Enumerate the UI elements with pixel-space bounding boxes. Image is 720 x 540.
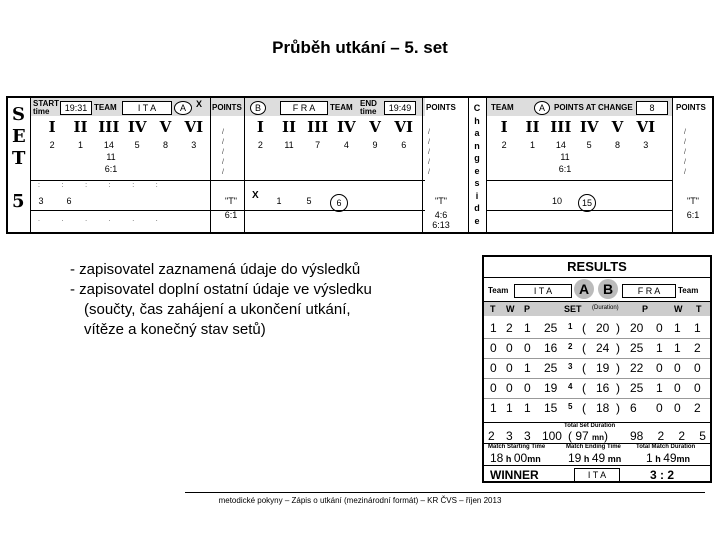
serve-number-circled: 6 <box>330 194 348 212</box>
time-out-score: 4:6 <box>434 210 448 220</box>
x-mark: X <box>196 99 203 109</box>
team-a-cell: 2 <box>506 321 513 335</box>
team-b-letter: B <box>598 279 618 299</box>
start-hour: 18 <box>490 451 504 465</box>
start-time-label: START time <box>33 99 60 116</box>
col-head: W <box>674 304 683 314</box>
time-out-score: 6:1 <box>224 210 238 220</box>
final-score: 3 : 2 <box>650 468 675 482</box>
position-vi: VI <box>636 118 656 136</box>
set-number: 5 <box>568 402 573 411</box>
set-scoresheet: S E T 5 START time 19:31 TEAM I T A A X I II III IV V VI 2 1 14 5 8 3 11 6:1 : : : : : : 3 6 . . . . . . POINTS / / / / / "T" 6:1 B F R A TEAM END time 19:49 X I II III IV V VI 2 11 7 4 9 6 1 5 6 POINTS / / / / / "T" 4:6 6:13 C h a n g e s i d e TEAM A POINTS AT CHANGE 8 I II III IV V VI 2 1 14 5 8 3 11 6:1 10 15 POINTS / / / / / "T" 6:1 <box>6 96 714 234</box>
set-number: 1 <box>568 322 573 331</box>
team-b-cell: 22 <box>630 361 644 375</box>
player-number: 1 <box>77 140 83 150</box>
page-title: Průběh utkání – 5. set <box>272 38 448 57</box>
team-b-cell: 2 <box>694 341 701 355</box>
team-label: Team <box>488 286 509 295</box>
team-a-cell: 25 <box>544 361 558 375</box>
team-b-cell: 0 <box>656 321 663 335</box>
footer-note: metodické pokyny – Zápis o utkání (mezinárodní formát) – KR ČVS – říjen 2013 <box>218 496 502 505</box>
team-b-cell: 25 <box>630 341 644 355</box>
serve-number: 5 <box>306 196 312 206</box>
team-a-cell: 0 <box>490 341 497 355</box>
winner-team: I T A <box>574 468 620 482</box>
time-out-mark: "T" <box>435 196 447 206</box>
player-number: 11 <box>284 140 294 150</box>
team-a-cell: 1 <box>506 401 513 415</box>
winner-label: WINNER <box>490 468 539 482</box>
instruction-line: - zapisovatel zaznamená údaje do výsledků <box>70 261 361 278</box>
col-head: T <box>490 304 496 314</box>
set-number: 5 <box>12 191 25 212</box>
team-a-cell: 0 <box>506 341 513 355</box>
player-number: 4 <box>343 140 349 150</box>
position-i: I <box>500 118 508 136</box>
set-duration: ( 24 ) <box>582 341 621 355</box>
instruction-line: (součty, čas zahájení a ukončení utkání, <box>84 301 351 318</box>
team-a-cell: 1 <box>524 361 531 375</box>
time-out-score: 6:13 <box>432 220 450 230</box>
team-b-letter: B <box>250 101 266 115</box>
position-i: I <box>256 118 264 136</box>
end-time-label: END time <box>360 99 377 116</box>
duration-minute: 49 <box>663 451 677 465</box>
serve-number: 3 <box>38 196 44 206</box>
set-duration: ( 20 ) <box>582 321 621 335</box>
col-head: (Duration) <box>592 305 619 311</box>
team-b-cell: 0 <box>674 361 681 375</box>
position-iii: III <box>550 118 572 136</box>
results-row <box>484 399 710 417</box>
substitution-score: 6:1 <box>104 164 118 174</box>
end-minute: 49 <box>591 451 606 465</box>
results-row <box>484 359 710 377</box>
position-iv: IV <box>579 118 599 136</box>
points-label: POINTS <box>676 103 706 112</box>
team-a-cell: 16 <box>544 341 558 355</box>
time-out-mark: "T" <box>225 196 237 206</box>
time-out-mark: "T" <box>687 196 699 206</box>
start-time-label: Match Starting Time <box>488 444 546 450</box>
col-head: W <box>506 304 515 314</box>
set-letter: T <box>12 148 26 169</box>
player-number: 2 <box>501 140 507 150</box>
total-a-s: 3 <box>523 429 531 443</box>
team-b-cell: 0 <box>694 361 701 375</box>
team-a-cell: 0 <box>506 361 513 375</box>
total-a-t: 2 <box>488 429 495 443</box>
team-a-letter: A <box>174 101 192 115</box>
start-time-value: 19:31 <box>60 101 92 115</box>
position-vi: VI <box>184 118 204 136</box>
player-number: 9 <box>372 140 378 150</box>
team-b-cell: 1 <box>674 321 681 335</box>
serve-number: 1 <box>276 196 282 206</box>
points-label: POINTS <box>426 103 456 112</box>
player-number: 3 <box>643 140 649 150</box>
substitute-number: 11 <box>106 152 116 162</box>
team-b-cell: 2 <box>694 401 701 415</box>
points-label: POINTS <box>212 103 242 112</box>
team-label: TEAM <box>330 103 353 112</box>
position-iii: III <box>98 118 120 136</box>
position-ii: II <box>73 118 88 136</box>
results-table: RESULTS Team I T A A B F R A Team T W P SET (Duration) P W T 1 2 1 25 1 ( 20 ) 20 0 1 1 0 0 0 16 2 ( 24 ) 25 1 1 2 0 0 1 25 3 ( 19 ) 22 0 0 0 0 0 0 19 4 ( 16 ) 25 1 0 0 1 1 1 15 5 ( 18 ) 6 0 0 2 Total Set Duration 2 3 3 100 ( 97 mn) 98 2 2 5 Match Starting Time 18 h 00mn Match Ending Time 19 h 49 mn Total Match Duration 1 h 49mn WINNER I T A 3 : 2 <box>482 255 712 483</box>
position-v: V <box>611 118 624 136</box>
team-a-cell: 19 <box>544 381 558 395</box>
set-letter: E <box>12 126 26 147</box>
team-label: TEAM <box>491 103 514 112</box>
team-a-letter: A <box>574 279 594 299</box>
position-iv: IV <box>337 118 356 136</box>
col-head: P <box>642 304 649 314</box>
total-b-p: 98 <box>630 429 644 443</box>
col-head: T <box>696 304 702 314</box>
serve-number: 6 <box>66 196 72 206</box>
end-time-value: 19:49 <box>384 101 416 115</box>
player-number: 8 <box>162 140 168 150</box>
player-number: 2 <box>49 140 55 150</box>
team-a-cell: 1 <box>524 321 531 335</box>
results-row <box>484 339 710 357</box>
change-side-label: C h a n g e s i d e <box>473 103 481 226</box>
team-a-cell: 0 <box>524 341 531 355</box>
points-at-change-value: 8 <box>636 101 668 115</box>
team-b-cell: 0 <box>656 401 663 415</box>
team-b-name: F R A <box>280 101 328 115</box>
instruction-line: - zapisovatel doplní ostatní údaje ve výsledku <box>70 281 372 298</box>
position-i: I <box>48 118 56 136</box>
player-number: 3 <box>191 140 197 150</box>
player-number: 14 <box>103 140 114 150</box>
team-a-letter: A <box>534 101 550 115</box>
time-out-score: 6:1 <box>686 210 700 220</box>
x-mark: X <box>252 190 259 201</box>
total-a-p: 100 <box>541 429 562 443</box>
team-a-cell: 1 <box>490 401 497 415</box>
position-vi: VI <box>394 118 414 136</box>
team-b-cell: 6 <box>630 401 637 415</box>
team-a-cell: 25 <box>544 321 558 335</box>
set-letter: S <box>12 104 25 125</box>
player-number: 2 <box>257 140 263 150</box>
col-head: SET <box>564 304 582 314</box>
team-b-cell: 0 <box>674 381 681 395</box>
team-b-cell: 1 <box>656 381 663 395</box>
substitute-number: 11 <box>560 152 570 162</box>
total-b-t: 5 <box>699 429 706 443</box>
set-duration: ( 16 ) <box>582 381 621 395</box>
team-b-cell: 0 <box>694 381 701 395</box>
end-time-label: Match Ending Time <box>566 444 621 450</box>
position-ii: II <box>525 118 540 136</box>
set-duration: ( 19 ) <box>582 361 621 375</box>
position-ii: II <box>281 118 297 136</box>
team-b-cell: 0 <box>656 361 663 375</box>
total-a-w: 3 <box>505 429 513 443</box>
duration-hour: 1 <box>646 451 653 465</box>
team-a-name: I T A <box>514 284 572 298</box>
end-hour: 19 <box>568 451 582 465</box>
col-head: P <box>524 304 531 314</box>
player-number: 14 <box>555 140 566 150</box>
team-label: Team <box>678 286 699 295</box>
set-number: 3 <box>568 362 573 371</box>
position-iv: IV <box>127 118 147 136</box>
set-number: 4 <box>568 382 573 391</box>
serve-number-circled: 15 <box>578 194 596 212</box>
team-a-cell: 1 <box>524 401 531 415</box>
player-number: 8 <box>614 140 620 150</box>
team-b-cell: 20 <box>630 321 644 335</box>
team-b-cell: 1 <box>674 341 681 355</box>
match-duration-label: Total Match Duration <box>636 444 696 450</box>
position-iii: III <box>307 118 329 136</box>
position-v: V <box>369 118 381 136</box>
player-number: 5 <box>134 140 140 150</box>
total-set-duration-label: Total Set Duration <box>564 423 616 429</box>
team-b-cell: 25 <box>630 381 644 395</box>
position-v: V <box>159 118 172 136</box>
team-a-cell: 0 <box>524 381 531 395</box>
total-duration: 97 <box>575 429 589 443</box>
player-number: 6 <box>401 140 407 150</box>
team-b-cell: 1 <box>656 341 663 355</box>
team-a-cell: 15 <box>544 401 558 415</box>
set-duration: ( 18 ) <box>582 401 621 415</box>
team-a-cell: 0 <box>490 361 497 375</box>
instructions <box>70 260 372 340</box>
set-number: 2 <box>568 342 573 351</box>
team-a-cell: 0 <box>490 381 497 395</box>
player-number: 1 <box>529 140 535 150</box>
player-number: 5 <box>586 140 592 150</box>
team-a-name: I T A <box>122 101 172 115</box>
results-row <box>484 319 710 337</box>
team-b-cell: 0 <box>674 401 681 415</box>
team-b-name: F R A <box>622 284 676 298</box>
total-b-w: 2 <box>678 429 686 443</box>
substitution-score: 6:1 <box>558 164 572 174</box>
results-row <box>484 379 710 397</box>
instruction-line: vítěze a konečný stav setů) <box>84 321 266 338</box>
serve-number: 10 <box>551 196 562 206</box>
total-b-s: 2 <box>657 429 665 443</box>
points-at-change-label: POINTS AT CHANGE <box>554 103 633 112</box>
team-label: TEAM <box>94 103 117 112</box>
team-a-cell: 1 <box>490 321 497 335</box>
team-b-cell: 1 <box>694 321 701 335</box>
team-a-cell: 0 <box>506 381 513 395</box>
player-number: 7 <box>315 140 321 150</box>
results-title: RESULTS <box>567 259 627 274</box>
start-minute: 00 <box>513 451 528 465</box>
